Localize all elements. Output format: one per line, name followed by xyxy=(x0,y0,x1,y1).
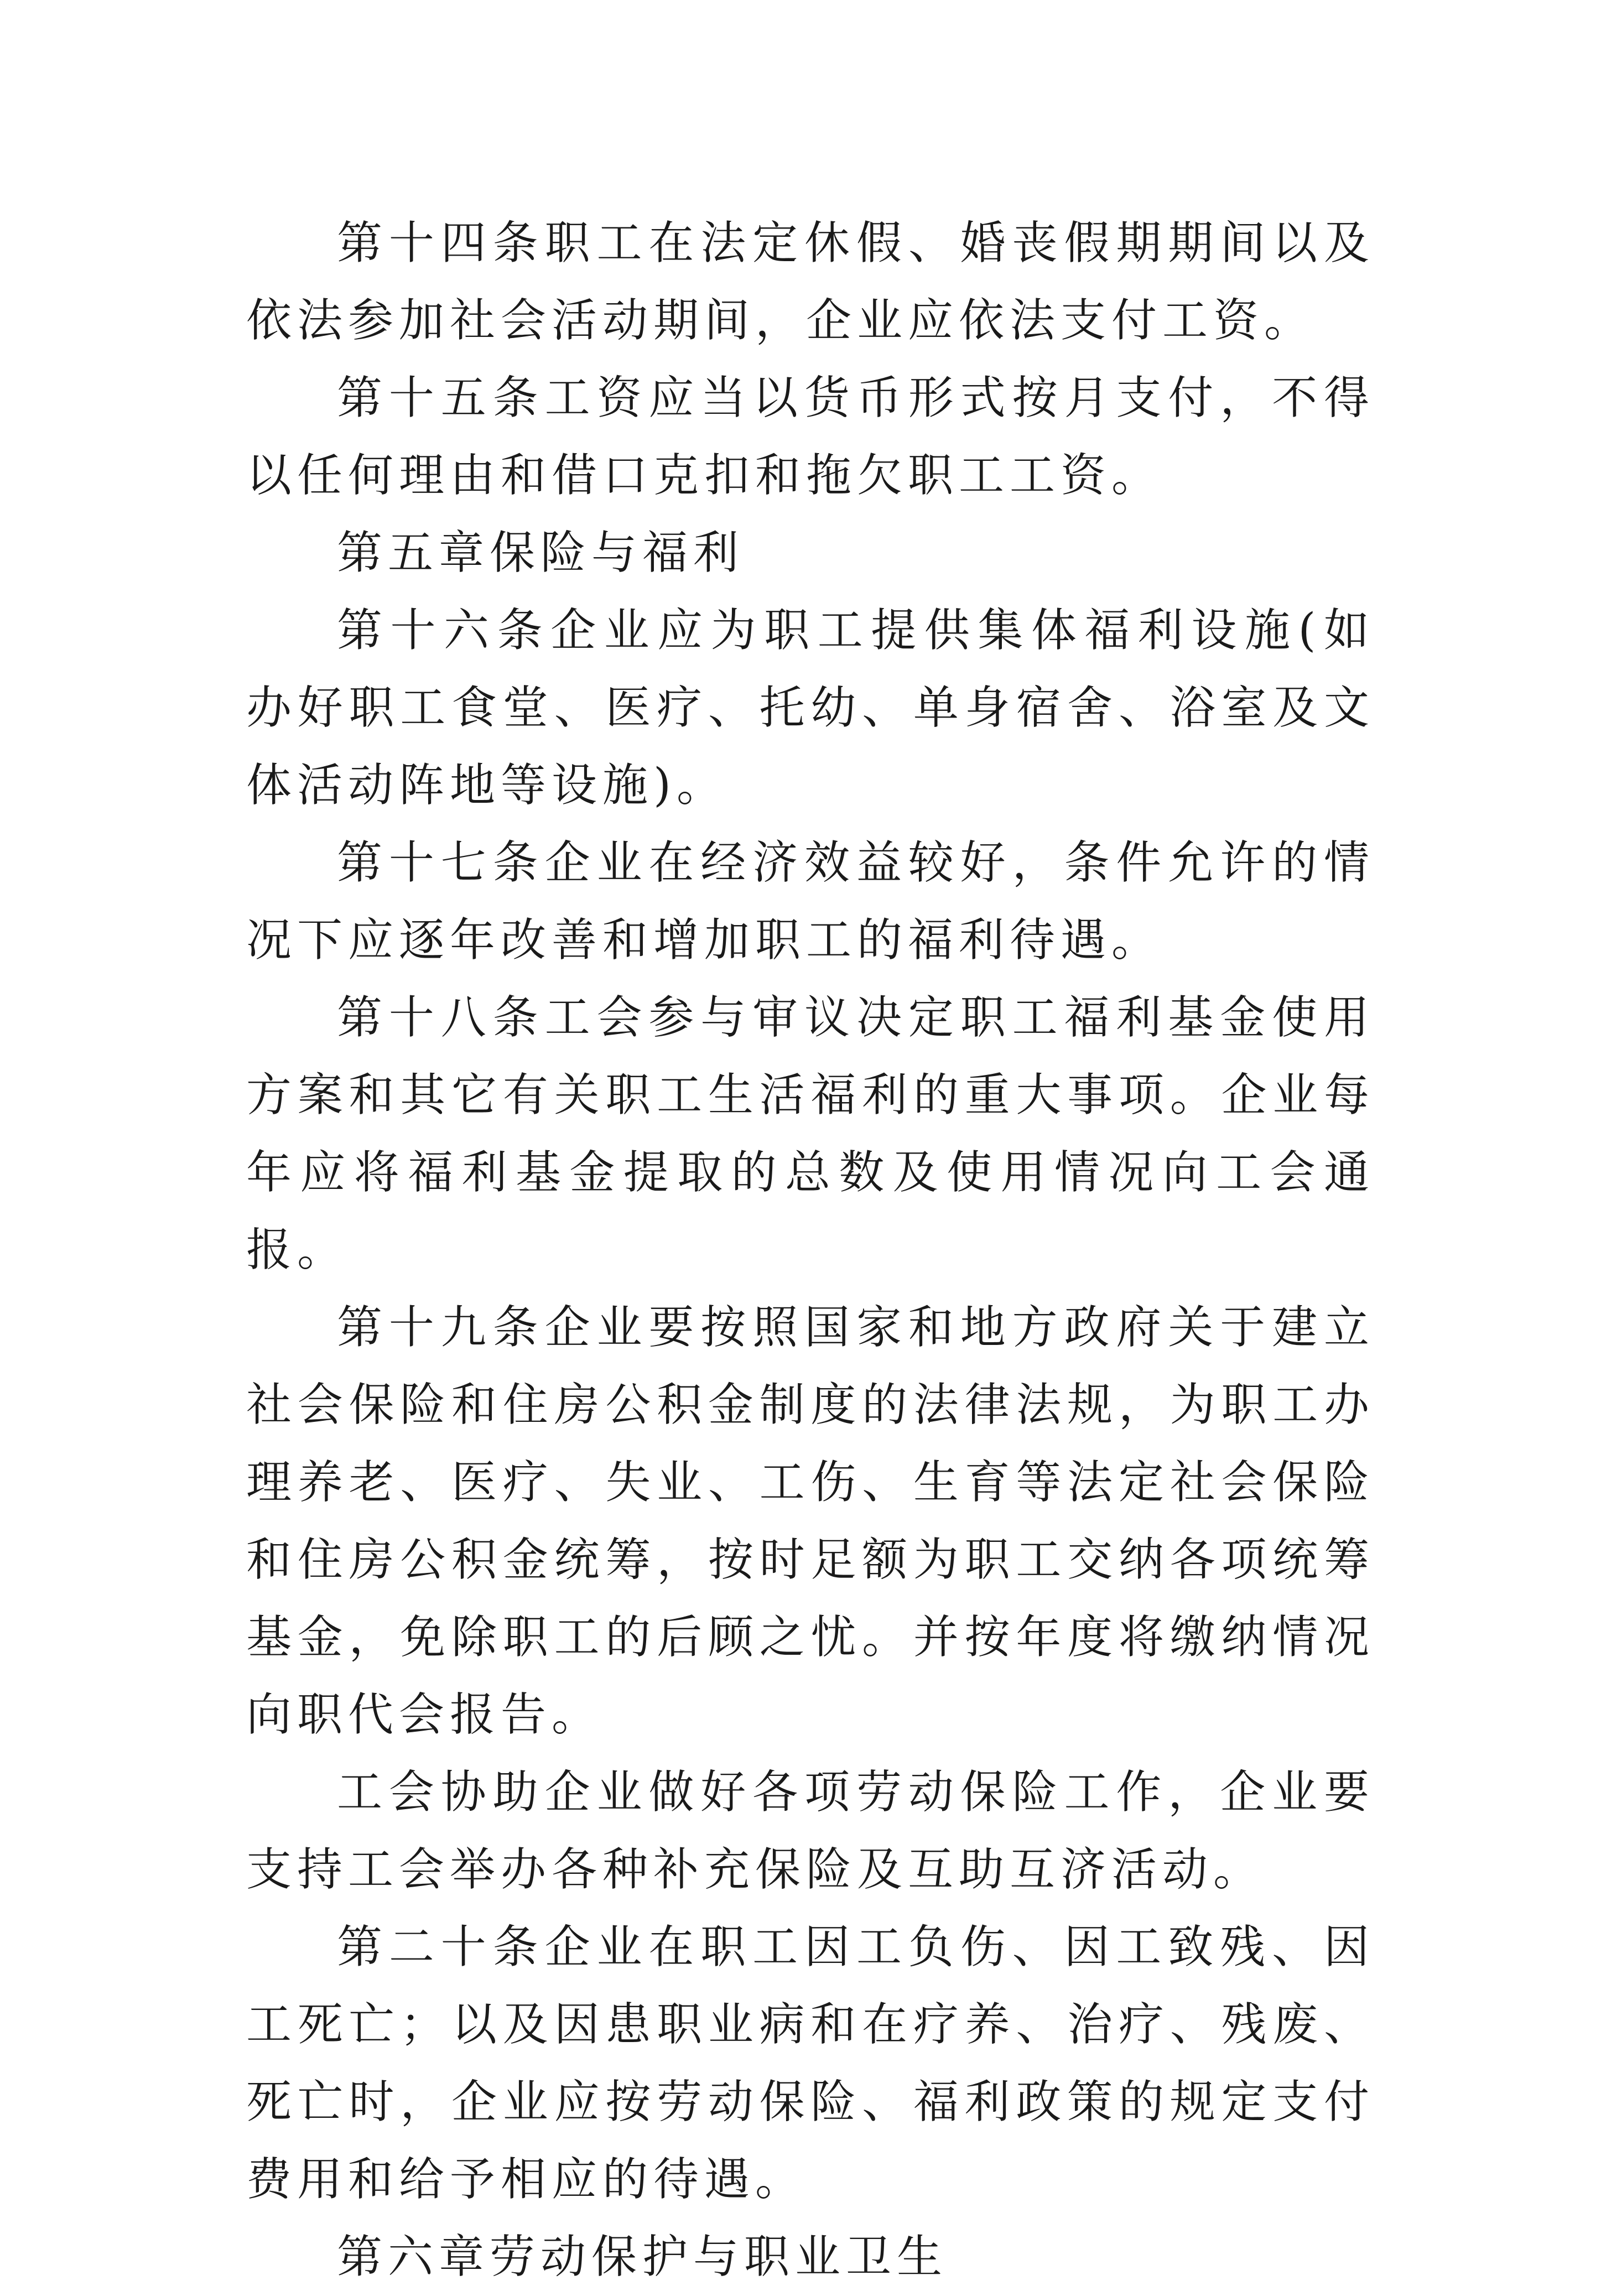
article-20-paragraph: 第二十条企业在职工因工负伤、因工致残、因工死亡；以及因患职业病和在疗养、治疗、残废、死亡时，企业应按劳动保险、福利政策的规定支付费用和给予相应的待遇。 xyxy=(246,1921,1375,2206)
document-body xyxy=(246,205,1375,2296)
article-15-paragraph: 第十五条工资应当以货币形式按月支付，不得以任何理由和借口克扣和拖欠职工工资。 xyxy=(246,372,1375,502)
article-17-paragraph: 第十七条企业在经济效益较好，条件允许的情况下应逐年改善和增加职工的福利待遇。 xyxy=(246,837,1375,967)
article-19-paragraph: 第十九条企业要按照国家和地方政府关于建立社会保险和住房公积金制度的法律法规，为职工办理养老、医疗、失业、工伤、生育等法定社会保险和住房公积金统筹，按时足额为职工交纳各项统筹基金，免除职工的后顾之忧。并按年度将缴纳情况向职代会报告。 xyxy=(246,1301,1375,1741)
article-16-paragraph: 第十六条企业应为职工提供集体福利设施(如办好职工食堂、医疗、托幼、单身宿舍、浴室及文体活动阵地等设施)。 xyxy=(246,604,1375,812)
article-14-paragraph: 第十四条职工在法定休假、婚丧假期期间以及依法参加社会活动期间，企业应依法支付工资。 xyxy=(246,217,1375,347)
chapter-5-heading: 第五章保险与福利 xyxy=(337,527,745,579)
union-assistance-paragraph: 工会协助企业做好各项劳动保险工作，企业要支持工会举办各种补充保险及互助互济活动。 xyxy=(246,1766,1375,1896)
article-18-paragraph: 第十八条工会参与审议决定职工福利基金使用方案和其它有关职工生活福利的重大事项。企业每年应将福利基金提取的总数及使用情况向工会通报。 xyxy=(246,991,1375,1276)
chapter-6-heading: 第六章劳动保护与职业卫生 xyxy=(337,2231,948,2283)
